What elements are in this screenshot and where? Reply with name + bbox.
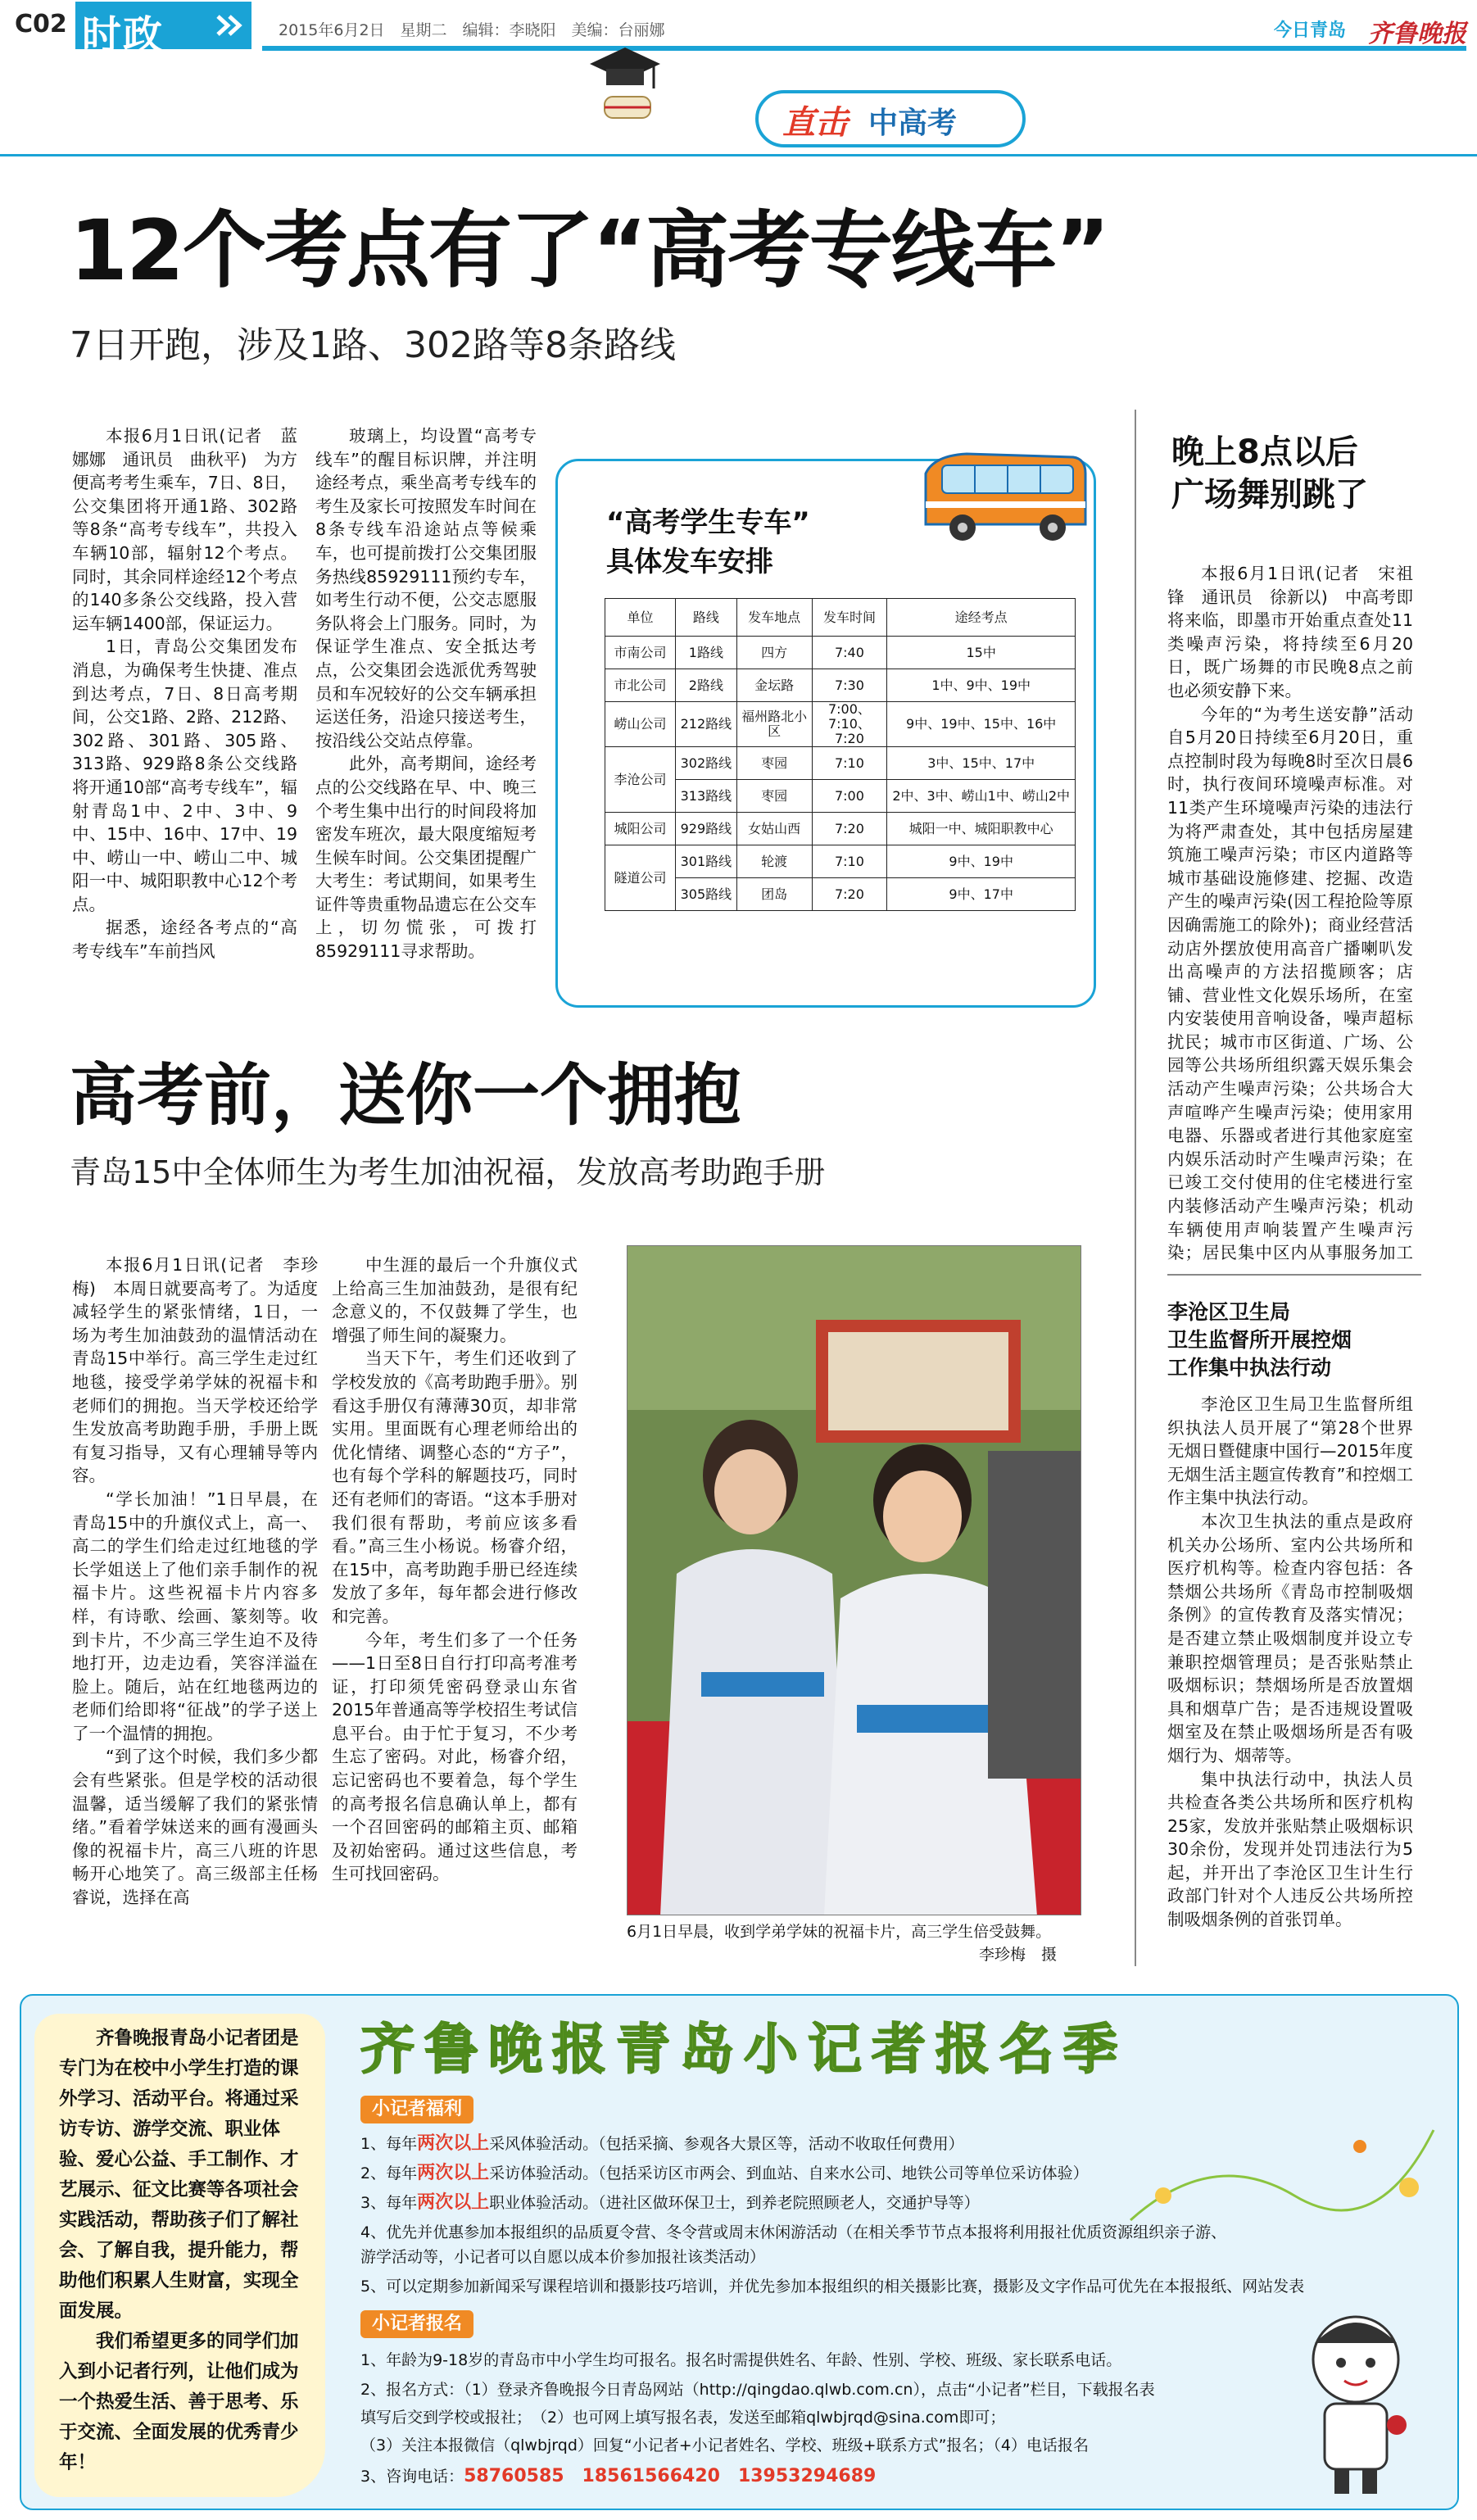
ad-title: 齐鲁晚报青岛小记者报名季 (360, 2017, 1127, 2081)
table-cell: 7:20 (812, 878, 887, 911)
paragraph: 玻璃上，均设置“高考专线车”的醒目标识牌，并注明途经考点，乘坐高考专线车的考生及家长可按照发车时间在8条专线车沿途站点等候乘车，也可提前拨打公交集团服务热线85929111预约专车，如考生行动不便，公交志愿服务队将会上门服务。同时，为保证学生准点、安全抵达考点，公交集团会选派优秀驾驶员和车况较好的公交车辆承担运送任务，沿途只接送考生，按沿线公交站点停靠。 (315, 426, 537, 750)
sub-headline-line-2: 卫生监督所开展控烟 (1167, 1328, 1352, 1352)
welfare-hl: 两次以上 (417, 2192, 490, 2213)
welfare-hl: 两次以上 (417, 2133, 490, 2154)
table-cell: 9中、19中、15中、16中 (887, 702, 1076, 747)
ad-tag-signup: 小记者报名 (360, 2310, 473, 2338)
welfare-line (360, 2133, 964, 2155)
table-cell: 女姑山西 (736, 813, 812, 845)
welfare-post: 采风体验活动。（包括采摘、参观各大景区等，活动不收取任何费用） (489, 2135, 964, 2153)
story1-column-1 (72, 424, 297, 998)
welfare-post: 采访体验活动。（包括采访区市两会、到血站、自来水公司、地铁公司等单位采访体验） (489, 2164, 1089, 2182)
table-cell: 四方 (736, 637, 812, 669)
bus-icon (917, 449, 1090, 547)
paragraph: 1日，青岛公交集团发布消息，为确保考生快捷、准点到达考点，7日、8日高考期间，公交1路、2路、212路、302路、301路、305路、313路、929路8条公交线路将开通10部“高考专线车”，辐射青岛1中、2中、3中、9中、15中、16中、17中、19中、崂山一中、崂山二中、城阳一中、城阳职教中心12个考点。 (72, 637, 297, 914)
column-header: 发车时间 (812, 599, 887, 637)
paragraph: 本报6月1日讯(记者 李珍梅) 本周日就要高考了。为适度减轻学生的紧张情绪，1日，一场为考生加油鼓劲的温情活动在青岛15中举行。高三学生走过红地毯，接受学弟学妹的祝福卡和老师们的拥抱。当天学校还给学生发放高考助跑手册，手册上既有复习指导，又有心理辅导等内容。 (72, 1255, 318, 1486)
table-cell: 313路线 (676, 780, 737, 813)
banner-rule (0, 154, 1477, 156)
story2-column-2 (332, 1253, 578, 1966)
paragraph: 集中执法行动中，执法人员共检查各类公共场所和医疗机构25家，发放并张贴禁止吸烟标识30余份，发现并处罚违法行为5起，并开出了李沧区卫生计生行政部门针对个人违反公共场所控制吸烟条例的首张罚单。 (1167, 1769, 1413, 1930)
paragraph: 李沧区卫生局卫生监督所组织执法人员开展了“第28个世界无烟日暨健康中国行—2015年度无烟生活主题宣传教育”和控烟工作主集中执法行动。 (1167, 1394, 1413, 1508)
table-cell: 9中、19中 (887, 845, 1076, 878)
phone-line (360, 2466, 876, 2487)
table-cell: 7:00 (812, 780, 887, 813)
table-row (605, 780, 1076, 813)
welfare-line (360, 2192, 980, 2214)
welfare-post: 职业体验活动。（进社区做环保卫士，到养老院照顾老人，交通护导等） (489, 2194, 980, 2212)
paragraph: 我们希望更多的同学们加入到小记者行列，让他们成为一个热爱生活、善于思考、乐于交流、全面发展的优秀青少年！ (59, 2331, 299, 2473)
graduation-cap-icon (588, 39, 662, 129)
welfare-pre: 4、优先并优惠参加本报组织的品质夏令营、冬令营或周末休闲游活动（在相关季节节点本报将利用报社优质资源组织亲子游、 (360, 2223, 1227, 2241)
table-cell: 轮渡 (736, 845, 812, 878)
caption-text: 6月1日早晨，收到学弟学妹的祝福卡片，高三学生倍受鼓舞。 (627, 1923, 1052, 1941)
table-cell: 城阳公司 (605, 813, 676, 845)
table-cell: 212路线 (676, 702, 737, 747)
page-number: C02 (15, 10, 67, 39)
welfare-pre: 1、每年 (360, 2135, 418, 2153)
paragraph: 今年，考生们多了一个任务——1日至8日自行打印高考准考证，打印须凭密码登录山东省2015年普通高等学校招生考试信息平台。由于忙于复习，不少考生忘了密码。对此，杨睿介绍，忘记密码也不要着急，每个学生的高考报名信息确认单上，都有一个召回密码的邮箱主页、邮箱及初始密码。通过这些信息，考生可找回密码。 (332, 1629, 578, 1884)
story2-column-1 (72, 1253, 318, 1966)
paragraph: “学长加油！”1日早晨，在青岛15中的升旗仪式上，高一、高二的学生们给走过红地毯的学长学姐送上了他们亲手制作的祝福卡片。这些祝福卡片内容多样，有诗歌、绘画、篆刻等。收到卡片，不少高三学生迫不及待地打开，边走边看，笑容洋溢在脸上。随后，站在红地毯两边的老师们给即将“征战”的学子送上了一个温情的拥抱。 (72, 1489, 318, 1743)
welfare-line (360, 2276, 1304, 2297)
signup-line: 填写后交到学校或报社； （2）也可网上填写报名表，发送至邮箱qlwbjrqd@sina.com即可； (360, 2409, 1006, 2427)
kid-reporter-icon (1282, 2302, 1429, 2499)
table-cell: 7:10 (812, 747, 887, 780)
column-header: 途经考点 (887, 599, 1076, 637)
table-row (605, 747, 1076, 780)
story1-column-2 (315, 424, 537, 998)
paragraph: 中生涯的最后一个升旗仪式上给高三生加油鼓劲，是很有纪念意义的，不仅鼓舞了学生，也增强了师生间的凝聚力。 (332, 1255, 578, 1345)
section-label: 时政 (82, 12, 165, 58)
table-cell: 福州路北小区 (736, 702, 812, 747)
header-meta: 2015年6月2日 星期二 编辑：李晓阳 美编：台丽娜 (279, 21, 665, 39)
table-cell: 1中、9中、19中 (887, 669, 1076, 702)
welfare-line (360, 2222, 1226, 2243)
photo-students (627, 1245, 1081, 1915)
table-cell: 7:10 (812, 845, 887, 878)
signup-line: （3）关注本报微信（qlwbjrqd）回复“小记者+小记者姓名、学校、班级+联系方式”报名；（4）电话报名 (360, 2436, 1090, 2454)
table-row (605, 845, 1076, 878)
headline-exam-bus: 12个考点有了“高考专线车” (70, 202, 1109, 300)
table-cell: 1路线 (676, 637, 737, 669)
welfare-line (360, 2163, 1089, 2184)
welfare-hl: 两次以上 (417, 2163, 490, 2183)
section-divider (1167, 1274, 1421, 1276)
welfare-pre: 2、每年 (360, 2164, 418, 2182)
table-cell: 枣园 (736, 747, 812, 780)
side-headline-line-1: 晚上8点以后 (1171, 433, 1358, 471)
paragraph: 当天下午，考生们还收到了学校发放的《高考助跑手册》。别看这手册仅有薄薄30页，却非常实用。里面既有心理老师给出的优化情绪、调整心态的“方子”，也有每个学科的解题技巧，同时还有老师们的寄语。“这本手册对我们很有帮助，考前应该多看看。”高三生小杨说。杨睿介绍，在15中，高考助跑手册已经连续发放了多年，每年都会进行修改和完善。 (332, 1348, 578, 1626)
ad-tag-welfare: 小记者福利 (360, 2096, 473, 2123)
subhead-exam-bus: 7日开跑，涉及1路、302路等8条路线 (70, 324, 676, 366)
welfare-pre: 游学活动等，小记者可以自愿以成本价参加报社该类活动） (360, 2248, 766, 2266)
column-header: 单位 (605, 599, 676, 637)
sub-story-body (1167, 1393, 1413, 1966)
headline-hug: 高考前，送你一个拥抱 (70, 1057, 742, 1135)
table-header-row (605, 599, 1076, 637)
sub-headline-line-3: 工作集中执法行动 (1167, 1356, 1332, 1380)
table-cell: 枣园 (736, 780, 812, 813)
welfare-pre: 3、每年 (360, 2194, 418, 2212)
table-cell: 2中、3中、崂山1中、崂山2中 (887, 780, 1076, 813)
paragraph: 本次卫生执法的重点是政府机关办公场所、室内公共场所和医疗机构等。检查内容包括：各禁烟公共场所《青岛市控制吸烟条例》的宣传教育及落实情况；是否建立禁止吸烟制度并设立专兼职控烟管理员；是否张贴禁止吸烟标识；禁烟场所是否放置烟具和烟草广告；是否违规设置吸烟室及在禁止吸烟场所是否有吸烟行为、烟蒂等。 (1167, 1511, 1413, 1765)
column-header: 发车地点 (736, 599, 812, 637)
table-row (605, 813, 1076, 845)
paragraph: 本报6月1日讯(记者 宋祖锋 通讯员 徐新以) 中高考即将来临，即墨市开始重点查处11类噪声污染，将持续至6月20日，既广场舞的市民晚8点之前也必须安静下来。 (1167, 564, 1413, 700)
signup-line: 2、报名方式：（1）登录齐鲁晚报今日青岛网站（http://qingdao.qlwb.com.cn），点击“小记者”栏目，下载报名表 (360, 2381, 1155, 2399)
table-cell: 金坛路 (736, 669, 812, 702)
subhead-hug: 青岛15中全体师生为考生加油祝福，发放高考助跑手册 (70, 1154, 826, 1190)
photo-caption (627, 1920, 1081, 1966)
schedule-title-1: “高考学生专车” (606, 506, 810, 539)
table-cell: 城阳一中、城阳职教中心 (887, 813, 1076, 845)
paragraph: 此外，高考期间，途经考点的公交线路在早、中、晚三个考生集中出行的时间段将加密发车班次，最大限度缩短考生候车时间。公交集团提醒广大考生：考试期间，如果考生证件等贵重物品遗忘在公交车上，切勿慌张，可拨打85929111寻求帮助。 (315, 754, 537, 962)
table-cell: 团岛 (736, 878, 812, 911)
column-header: 路线 (676, 599, 737, 637)
table-cell: 隧道公司 (605, 845, 676, 911)
welfare-pre: 5、可以定期参加新闻采写课程培训和摄影技巧培训，并优先参加本报组织的相关摄影比赛，摄影及文字作品可优先在本报报纸、网站发表 (360, 2278, 1305, 2296)
table-cell: 2路线 (676, 669, 737, 702)
table-cell: 7:00、7:10、7:20 (812, 702, 887, 747)
side-headline-line-2: 广场舞别跳了 (1171, 476, 1368, 514)
table-cell: 301路线 (676, 845, 737, 878)
table-cell: 7:30 (812, 669, 887, 702)
table-row (605, 702, 1076, 747)
welfare-line (360, 2246, 765, 2268)
banner-text-zhiji: 直击 (782, 104, 848, 142)
chevron-right-icon (215, 13, 244, 38)
paragraph: 齐鲁晚报青岛小记者团是专门为在校中小学生打造的课外学习、活动平台。将通过采访专访、游学交流、职业体验、爱心公益、手工制作、才艺展示、征文比赛等各项社会实践活动，帮助孩子们了解社会、了解自我，提升能力，帮助他们积累人生财富，实现全面发展。 (59, 2028, 299, 2322)
paragraph: 今年的“为考生送安静”活动自5月20日持续至6月20日，重点控制时段为每晚8时至次日晨6时，执行夜间环境噪声标准。对11类产生环境噪声污染的违法行为将严肃查处，其中包括房屋建筑施工噪声污染；市区内道路等城市基础设施修建、挖掘、改造产生的噪声污染(因工程抢险等原因确需施工的除外)；商业经营活动店外摆放使用高音广播喇叭发出高噪声的方法招揽顾客；店铺、营业性文化娱乐场所，在室内安装使用音响设备，噪声超标扰民；城市市区街道、广场、公园等公共场所组织露天娱乐集会活动产生噪声污染；公共场合大声喧哗产生噪声污染；使用家用电器、乐器或者进行其他家庭室内娱乐活动时产生噪声污染；在已竣工交付使用的住宅楼进行室内装修活动产生噪声污染；机动车辆使用声响装置产生噪声污染；居民集中区内从事服务加工 (1167, 704, 1413, 1263)
table-cell: 15中 (887, 637, 1076, 669)
schedule-table (605, 598, 1076, 911)
table-cell: 929路线 (676, 813, 737, 845)
table-cell: 市北公司 (605, 669, 676, 702)
ad-left-text (59, 2024, 313, 2478)
table-cell: 崂山公司 (605, 702, 676, 747)
signup-line: 1、年龄为9-18岁的青岛市中小学生均可报名。报名时需提供姓名、年龄、性别、学校、班级、家长联系电话。 (360, 2351, 1122, 2369)
table-cell: 市南公司 (605, 637, 676, 669)
side-story-body (1167, 562, 1413, 1267)
photo-credit: 李珍梅 摄 (978, 1946, 1057, 1964)
table-cell: 3中、15中、17中 (887, 747, 1076, 780)
table-cell: 7:20 (812, 813, 887, 845)
schedule-title-2: 具体发车安排 (606, 546, 773, 578)
paragraph: 本报6月1日讯(记者 蓝娜娜 通讯员 曲秋平) 为方便高考考生乘车，7日、8日，公交集团将开通1路、302路等8条“高考专线车”，共投入车辆10部，辐射12个考点。同时，其余同样途经12个考点的140多条公交线路，投入营运车辆1400部，保证运力。 (72, 426, 297, 633)
table-row (605, 669, 1076, 702)
students-photo-image (627, 1246, 1081, 1915)
table-cell: 李沧公司 (605, 747, 676, 813)
column-divider (1135, 410, 1136, 1966)
table-cell: 9中、17中 (887, 878, 1076, 911)
table-cell: 7:40 (812, 637, 887, 669)
phone-numbers: 58760585 18561566420 13953294689 (464, 2466, 877, 2486)
paragraph: “到了这个时候，我们多少都会有些紧张。但是学校的活动很温馨，适当缓解了我们的紧张情绪。”看着学妹送来的画有漫画头像的祝福卡片，高三八班的许思畅开心地笑了。高三级部主任杨睿说，选择在高 (72, 1747, 318, 1908)
table-cell: 305路线 (676, 878, 737, 911)
table-cell: 302路线 (676, 747, 737, 780)
banner-text-gaokao: 中高考 (868, 107, 958, 140)
page-header (0, 0, 1477, 57)
table-row (605, 878, 1076, 911)
sub-headline-line-1: 李沧区卫生局 (1167, 1300, 1291, 1324)
phone-label: 3、咨询电话： (360, 2468, 464, 2486)
edition-label: 今日青岛 (1274, 20, 1347, 41)
newspaper-logo: 齐鲁晚报 (1368, 20, 1466, 48)
paragraph: 据悉，途经各考点的“高考专线车”车前挡风 (72, 918, 297, 962)
table-row (605, 637, 1076, 669)
header-rule (262, 46, 1466, 51)
